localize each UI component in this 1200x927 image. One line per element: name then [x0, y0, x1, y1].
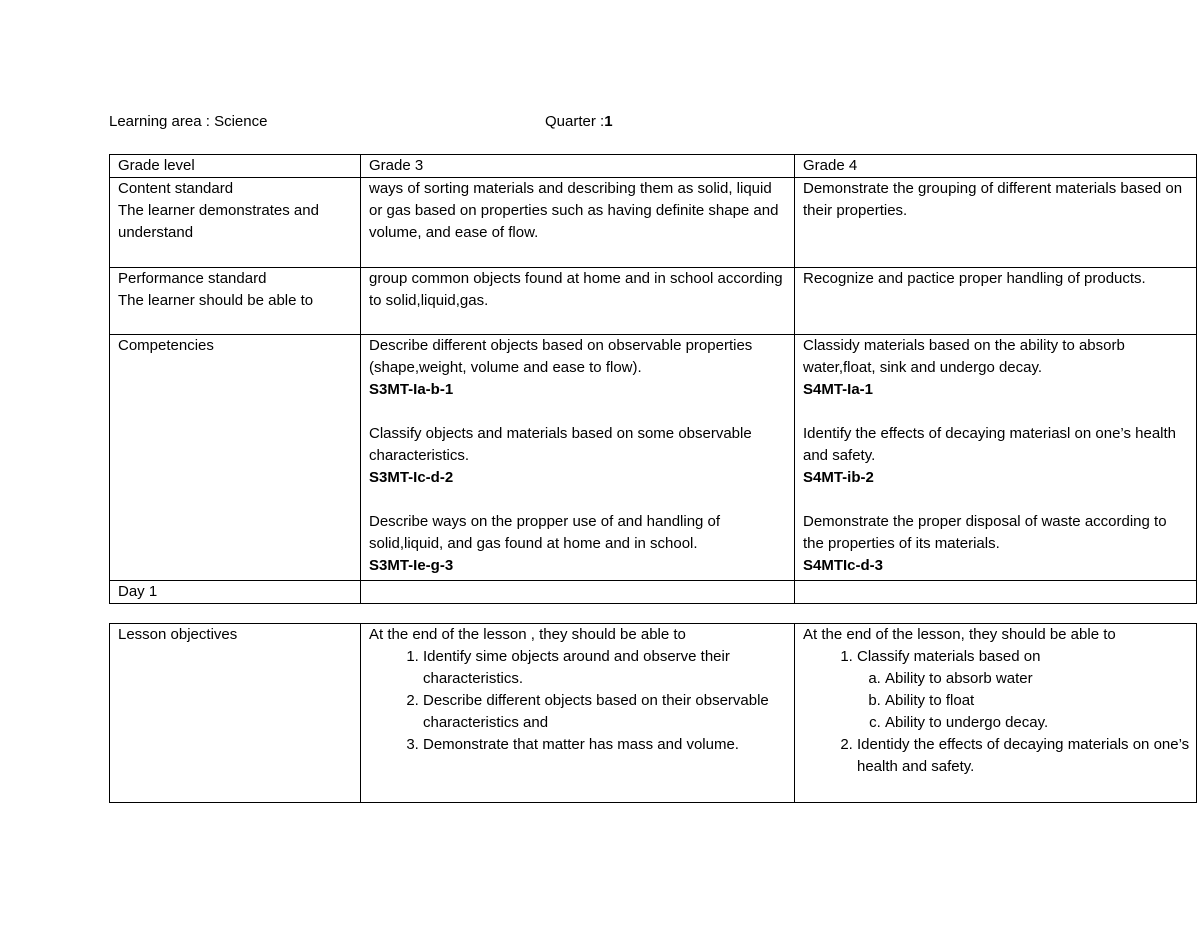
- cell-day-grade3: [361, 581, 795, 604]
- competency-text: Classidy materials based on the ability to absorb water,float, sink and undergo decay.: [803, 337, 1125, 376]
- curriculum-table: [109, 154, 1197, 604]
- cell-content-standard-label: [110, 178, 361, 268]
- sublist-item: b. Ability to float: [885, 690, 1190, 712]
- competency-code: S4MT-ib-2: [803, 469, 874, 486]
- cell-competencies-grade3: [361, 335, 795, 581]
- objectives-intro: At the end of the lesson , they should be able to: [369, 626, 686, 643]
- quarter-label-text: Quarter :: [545, 113, 605, 130]
- cell-grade3-header: Grade 3: [361, 155, 795, 178]
- learning-area-label: Learning area : Science: [109, 113, 268, 130]
- table-row-performance-standard: [110, 268, 1197, 335]
- competency-text: Demonstrate the proper disposal of waste according to the properties of its materials.: [803, 513, 1167, 552]
- quarter-label: [545, 111, 613, 133]
- list-item-text: Classify materials based on: [857, 648, 1041, 665]
- cell-performance-standard-grade4: Recognize and pactice proper handling of products.: [795, 268, 1197, 335]
- table-row-lesson-objectives: [110, 624, 1197, 803]
- competency-text: Classify objects and materials based on some observable characteristics.: [369, 425, 752, 464]
- objectives-list: [369, 646, 788, 756]
- cell-content-standard-grade4: Demonstrate the grouping of different materials based on their properties.: [795, 178, 1197, 268]
- content-standard-subtitle: The learner demonstrates and understand: [118, 202, 319, 241]
- cell-day-grade4: [795, 581, 1197, 604]
- competency-text: Identify the effects of decaying materiasl on one’s health and safety.: [803, 425, 1177, 464]
- performance-standard-title: Performance standard: [118, 270, 267, 287]
- quarter-value: 1: [604, 113, 613, 130]
- document-heading: [109, 111, 1009, 133]
- sublist-item: a. Ability to absorb water: [885, 668, 1190, 690]
- cell-performance-standard-grade3: group common objects found at home and in school according to solid,liquid,gas.: [361, 268, 795, 335]
- competency-code: S3MT-Ie-g-3: [369, 557, 454, 574]
- performance-standard-subtitle: The learner should be able to: [118, 292, 314, 309]
- objectives-intro: At the end of the lesson, they should be able to: [803, 626, 1116, 643]
- objectives-table: [109, 623, 1197, 803]
- competency-code: S3MT-Ia-b-1: [369, 381, 454, 398]
- competency-text: Describe ways on the propper use of and handling of solid,liquid, and gas found at home and in school.: [369, 513, 721, 552]
- competency-code: S4MT-Ia-1: [803, 381, 874, 398]
- cell-grade-level: Grade level: [110, 155, 361, 178]
- objectives-sublist: [857, 668, 1190, 734]
- list-item: [857, 646, 1190, 734]
- competency-code: S4MTIc-d-3: [803, 557, 884, 574]
- cell-objectives-grade4: [795, 624, 1197, 803]
- list-item: 1. Identify sime objects around and observe their characteristics.: [423, 646, 788, 690]
- table-row-day: [110, 581, 1197, 604]
- table-row-grade-level: [110, 155, 1197, 178]
- cell-competencies-label: Competencies: [110, 335, 361, 581]
- content-standard-title: Content standard: [118, 180, 234, 197]
- cell-day-label: Day 1: [110, 581, 361, 604]
- cell-objectives-grade3: [361, 624, 795, 803]
- competency-text: Describe different objects based on observable properties (shape,weight, volume and ease to flow).: [369, 337, 753, 376]
- cell-content-standard-grade3: ways of sorting materials and describing them as solid, liquid or gas based on properties such as having definite shape and volume, and ease of flow.: [361, 178, 795, 268]
- cell-competencies-grade4: [795, 335, 1197, 581]
- table-row-content-standard: [110, 178, 1197, 268]
- list-item: 2. Describe different objects based on their observable characteristics and: [423, 690, 788, 734]
- table-row-competencies: [110, 335, 1197, 581]
- cell-performance-standard-label: [110, 268, 361, 335]
- objectives-list: [803, 646, 1190, 778]
- list-item: 2. Identidy the effects of decaying materials on one’s health and safety.: [857, 734, 1190, 778]
- competency-code: S3MT-Ic-d-2: [369, 469, 454, 486]
- sublist-item: c. Ability to undergo decay.: [885, 712, 1190, 734]
- cell-grade4-header: Grade 4: [795, 155, 1197, 178]
- cell-lesson-objectives-label: Lesson objectives: [110, 624, 361, 803]
- list-item: 3. Demonstrate that matter has mass and volume.: [423, 734, 788, 756]
